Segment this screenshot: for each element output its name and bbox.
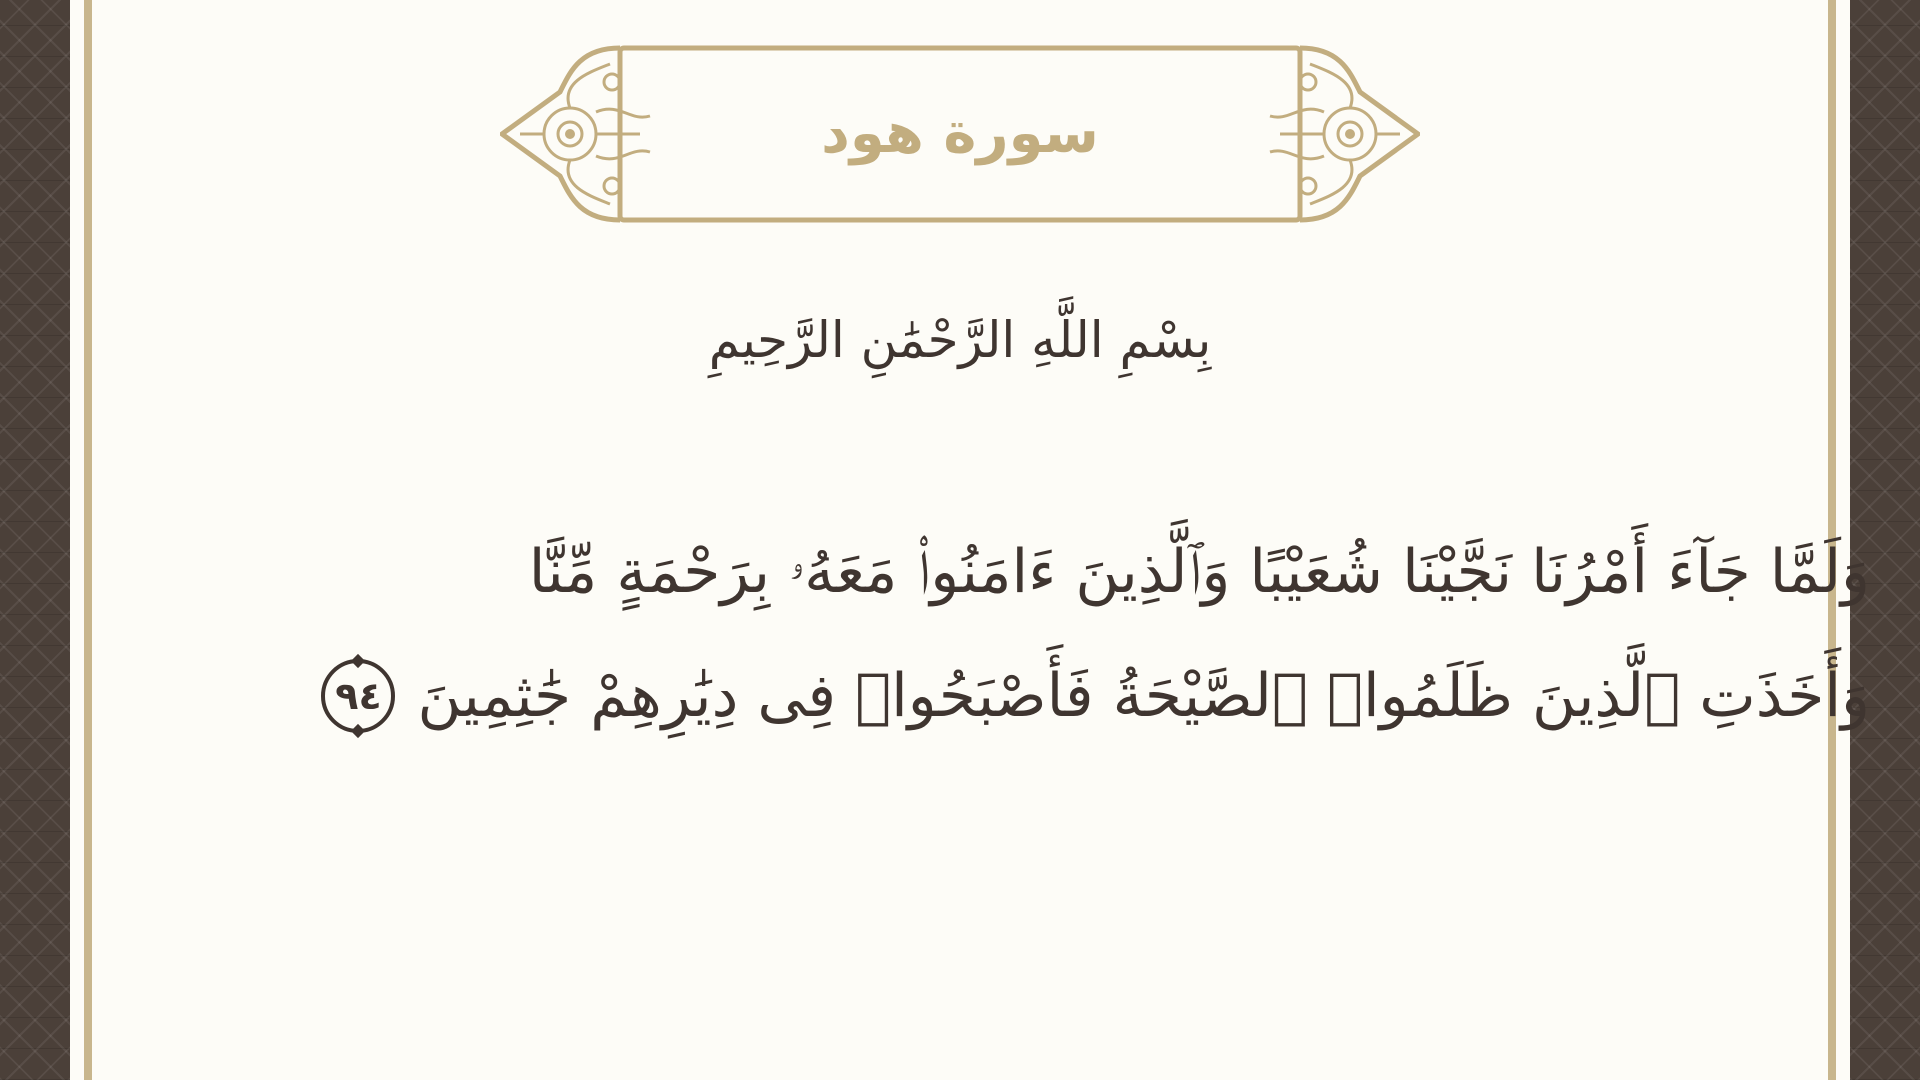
basmala: بِسْمِ اللَّهِ الرَّحْمَٰنِ الرَّحِيمِ: [708, 311, 1212, 369]
mushaf-page: [70, 0, 1870, 1080]
left-gold-rule: [84, 0, 92, 1080]
left-ornamental-border: [0, 0, 70, 1080]
verse-line-1-text: وَلَمَّا جَآءَ أَمْرُنَا نَجَّيْنَا شُعَيْبًا وَٱلَّذِينَ ءَامَنُوا۟ مَعَهُۥ بِرَحْمَةٍ مِّنَّا: [528, 537, 1870, 607]
verse-text: [270, 510, 1870, 758]
ayah-number-marker: ٩٤: [321, 659, 395, 733]
surah-header-frame: [500, 42, 1420, 226]
verse-line-1: [270, 510, 1870, 634]
verse-line-2: [270, 634, 1870, 758]
verse-line-2-text: وَأَخَذَتِ ٱلَّذِينَ ظَلَمُوا۟ ٱلصَّيْحَةُ فَأَصْبَحُوا۟ فِى دِيَٰرِهِمْ جَٰثِمِينَ: [417, 661, 1870, 731]
surah-title: سورة هود: [821, 100, 1099, 166]
